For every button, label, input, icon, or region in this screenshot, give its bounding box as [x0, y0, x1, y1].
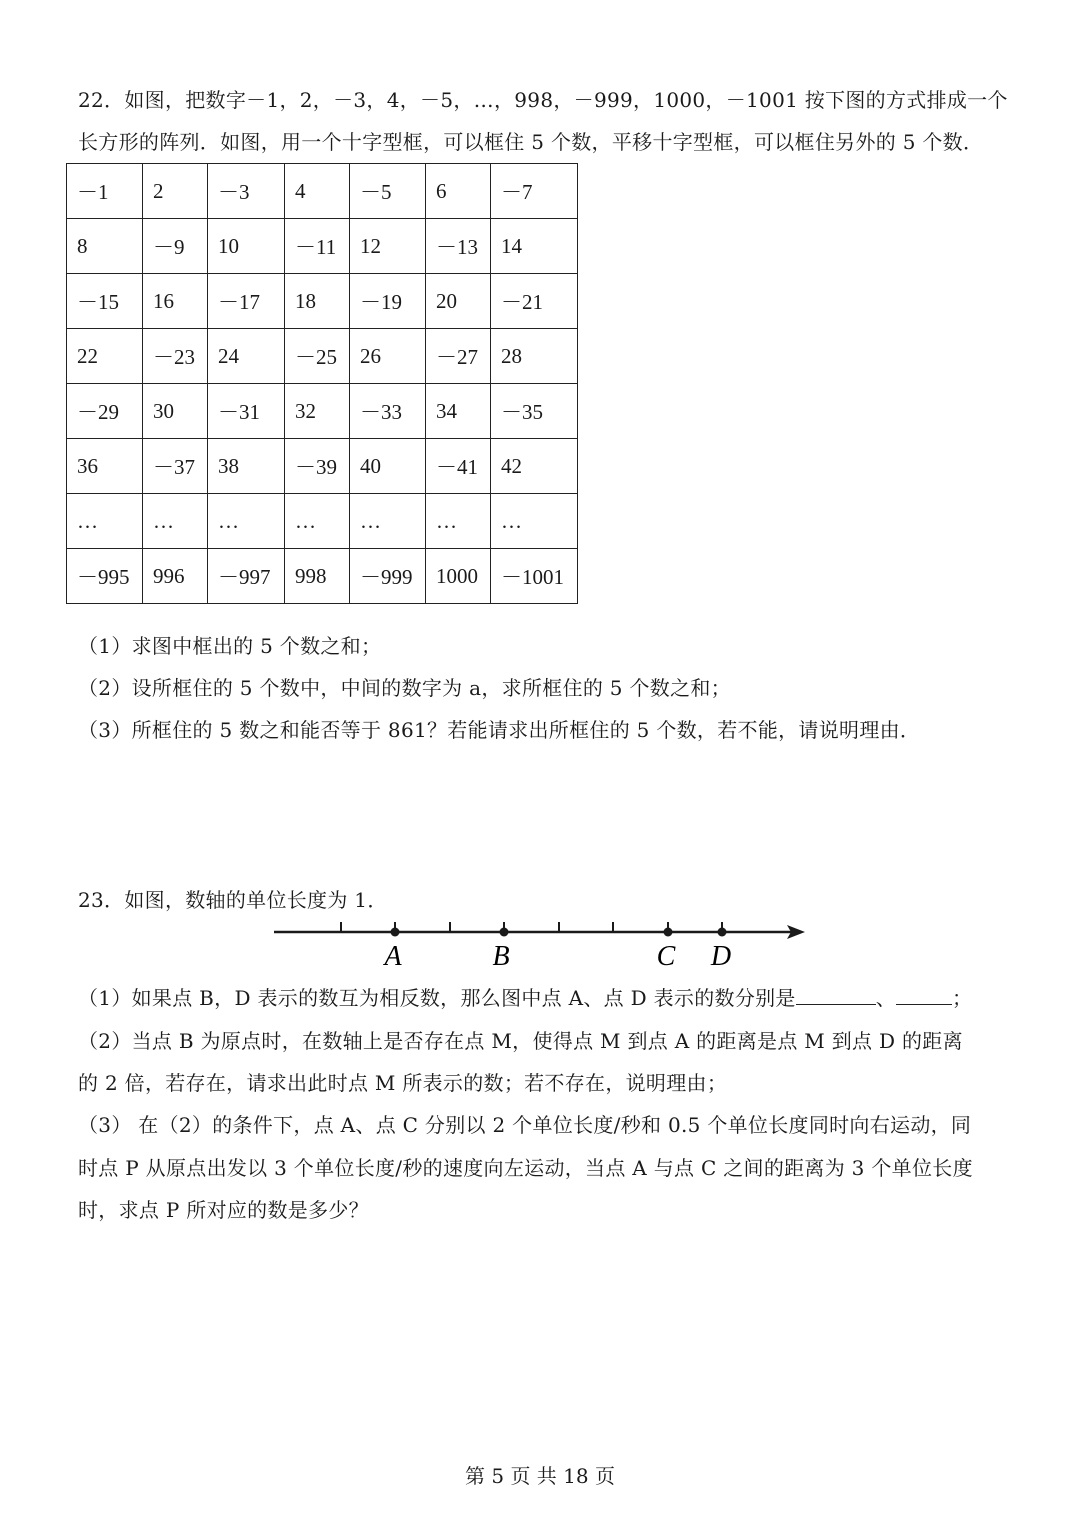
table-cell: … [208, 494, 285, 549]
table-cell: －19 [350, 274, 426, 329]
point-c-label: C [656, 941, 676, 972]
number-array-table [66, 163, 578, 604]
table-cell: 22 [67, 329, 143, 384]
table-cell: … [143, 494, 208, 549]
q23-sub1-text: （1）如果点 B，D 表示的数互为相反数，那么图中点 A、点 D 表示的数分别是 [78, 986, 796, 1010]
table-row [67, 384, 578, 439]
point-d-label: D [710, 941, 732, 972]
q23-sub3-line3: 时，求点 P 所对应的数是多少？ [78, 1198, 369, 1222]
table-cell: 36 [67, 439, 143, 494]
table-cell: 40 [350, 439, 426, 494]
table-cell: 38 [208, 439, 285, 494]
table-cell: －999 [350, 549, 426, 604]
table-cell: 32 [285, 384, 350, 439]
table-cell: 8 [67, 219, 143, 274]
table-cell: －31 [208, 384, 285, 439]
table-cell: … [426, 494, 491, 549]
table-cell: －9 [143, 219, 208, 274]
table-cell: －11 [285, 219, 350, 274]
q23-sub1 [78, 984, 972, 1012]
q23-sub1-end: ； [952, 986, 973, 1010]
table-cell: 14 [491, 219, 578, 274]
table-cell: －29 [67, 384, 143, 439]
q23-sub2-line1: （2）当点 B 为原点时，在数轴上是否存在点 M，使得点 M 到点 A 的距离是点 M 到点 D 的距离 [78, 1029, 963, 1053]
table-cell: 10 [208, 219, 285, 274]
table-cell: －23 [143, 329, 208, 384]
q22-sub1: （1）求图中框出的 5 个数之和； [78, 634, 382, 658]
table-cell: －7 [491, 164, 578, 219]
q22-sub2: （2）设所框住的 5 个数中，中间的数字为 a，求所框住的 5 个数之和； [78, 676, 731, 700]
table-row [67, 549, 578, 604]
table-cell: －997 [208, 549, 285, 604]
q23-sub1-sep: 、 [875, 986, 897, 1010]
table-cell: －25 [285, 329, 350, 384]
table-cell: －21 [491, 274, 578, 329]
table-cell: 42 [491, 439, 578, 494]
table-cell: … [285, 494, 350, 549]
answer-blank-d[interactable] [896, 984, 952, 1005]
table-cell: －41 [426, 439, 491, 494]
table-cell: －37 [143, 439, 208, 494]
table-cell: －13 [426, 219, 491, 274]
table-cell: 4 [285, 164, 350, 219]
table-cell: … [491, 494, 578, 549]
q22-intro-line1: 22．如图，把数字－1，2，－3，4，－5，…，998，－999，1000，－1001 按下图的方式排成一个 [78, 88, 1008, 112]
table-cell: －995 [67, 549, 143, 604]
table-row [67, 219, 578, 274]
table-cell: 16 [143, 274, 208, 329]
table-cell: 30 [143, 384, 208, 439]
table-row [67, 329, 578, 384]
table-cell: 996 [143, 549, 208, 604]
table-cell: 6 [426, 164, 491, 219]
point-d-dot [718, 928, 727, 937]
point-a-label: A [384, 941, 402, 972]
table-cell: 26 [350, 329, 426, 384]
q23-sub2-line2: 的 2 倍，若存在，请求出此时点 M 所表示的数；若不存在，说明理由； [78, 1071, 728, 1095]
page-footer: 第 5 页 共 18 页 [465, 1464, 615, 1488]
q23-intro: 23．如图，数轴的单位长度为 1． [78, 888, 388, 912]
table-cell: －3 [208, 164, 285, 219]
number-line-figure [270, 912, 810, 974]
table-cell: －27 [426, 329, 491, 384]
table-cell: －35 [491, 384, 578, 439]
point-a-dot [391, 928, 400, 937]
point-b-label: B [492, 941, 510, 972]
table-cell: 20 [426, 274, 491, 329]
table-cell: … [67, 494, 143, 549]
table-row [67, 164, 578, 219]
table-cell: 18 [285, 274, 350, 329]
table-cell: … [350, 494, 426, 549]
table-row [67, 274, 578, 329]
table-cell: 34 [426, 384, 491, 439]
table-cell: 12 [350, 219, 426, 274]
q22-sub3: （3）所框住的 5 数之和能否等于 861？若能请求出所框住的 5 个数，若不能，请说明理由． [78, 718, 921, 742]
table-cell: －33 [350, 384, 426, 439]
table-cell: 1000 [426, 549, 491, 604]
answer-blank-a[interactable] [796, 984, 876, 1005]
table-cell: 28 [491, 329, 578, 384]
point-b-dot [500, 928, 509, 937]
table-cell: －1001 [491, 549, 578, 604]
table-cell: 24 [208, 329, 285, 384]
table-cell: 998 [285, 549, 350, 604]
point-c-dot [664, 928, 673, 937]
table-row [67, 439, 578, 494]
table-cell: －5 [350, 164, 426, 219]
table-cell: －15 [67, 274, 143, 329]
table-cell: －17 [208, 274, 285, 329]
table-cell: 2 [143, 164, 208, 219]
table-cell: －39 [285, 439, 350, 494]
table-cell: －1 [67, 164, 143, 219]
q23-sub3-line1: （3） 在（2）的条件下，点 A、点 C 分别以 2 个单位长度/秒和 0.5 个单位长度同时向右运动，同 [78, 1113, 972, 1137]
q22-intro-line2: 长方形的阵列．如图，用一个十字型框，可以框住 5 个数，平移十字型框，可以框住另外的 5 个数． [78, 130, 984, 154]
table-row [67, 494, 578, 549]
q23-sub3-line2: 时点 P 从原点出发以 3 个单位长度/秒的速度向左运动，当点 A 与点 C 之间的距离为 3 个单位长度 [78, 1156, 973, 1180]
